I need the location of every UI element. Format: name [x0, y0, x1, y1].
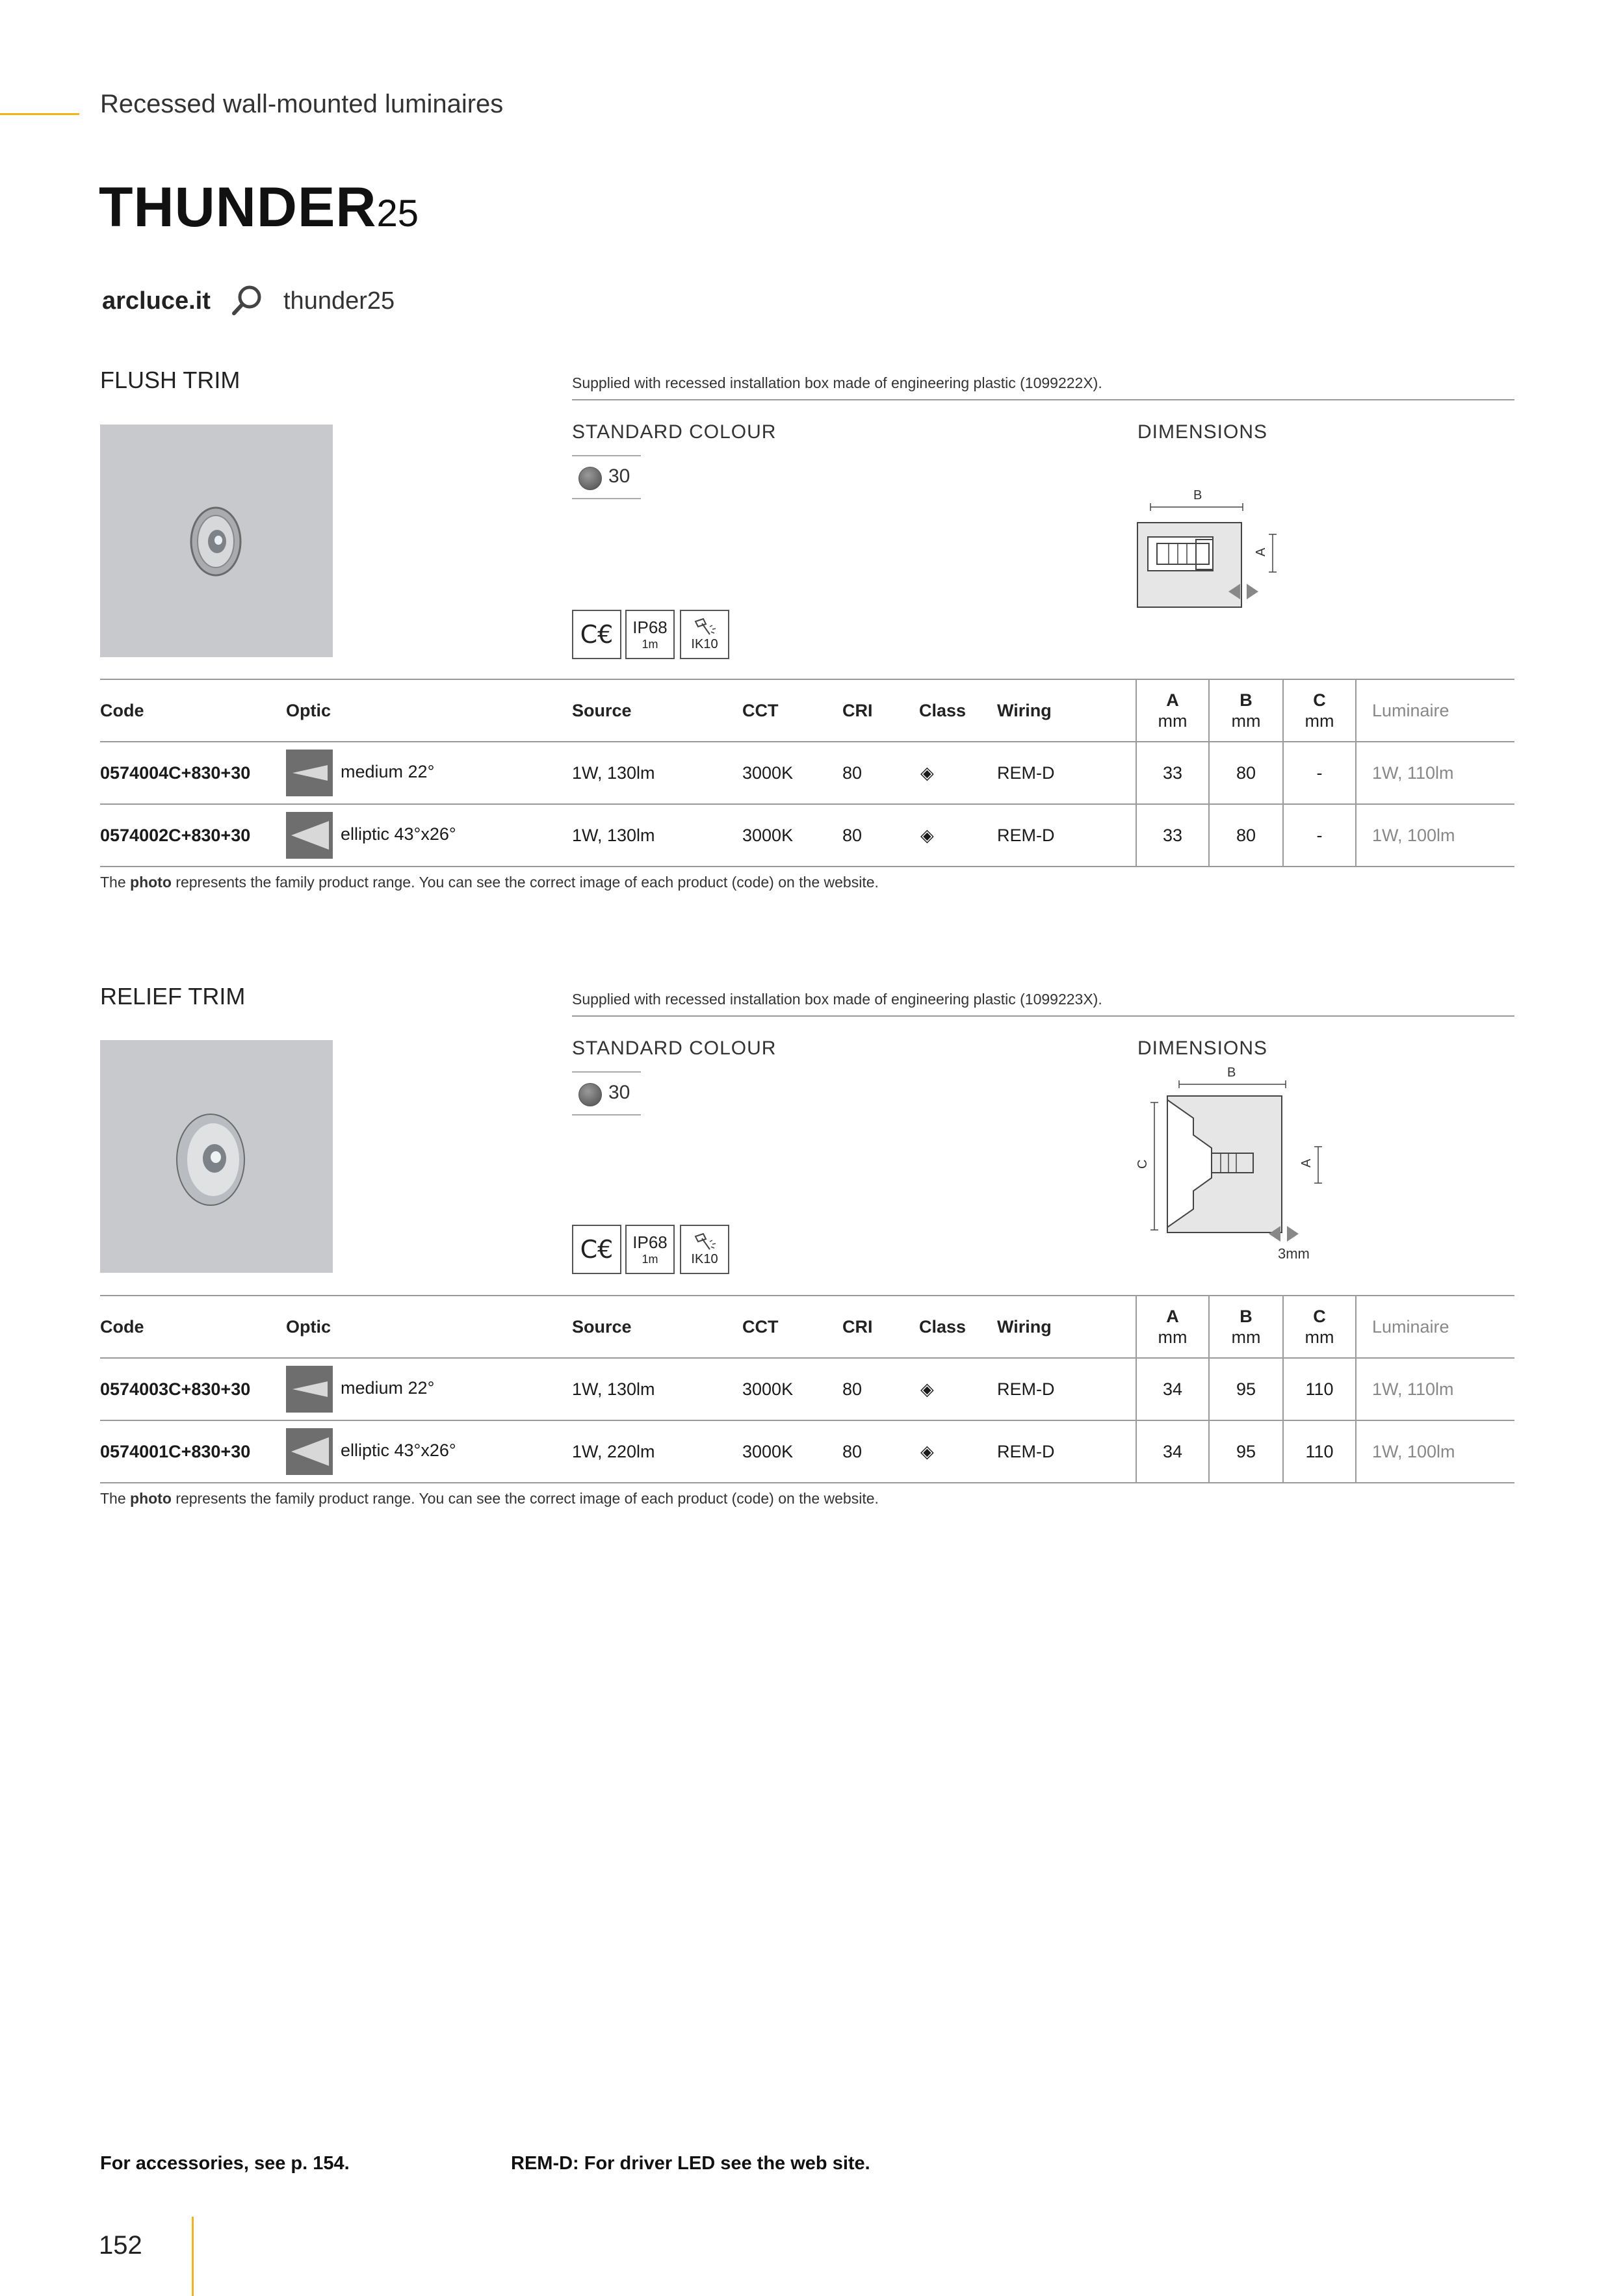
header-a: A mm [1136, 1296, 1209, 1358]
optic-beam-icon [286, 750, 333, 796]
cell-code: 0574004C+830+30 [100, 763, 251, 783]
cell-source: 1W, 220lm [572, 1441, 655, 1461]
ik-rating-badge [680, 1225, 729, 1274]
product-size: 25 [376, 192, 419, 235]
standard-colour-label: STANDARD COLOUR [572, 421, 777, 443]
header-wiring: Wiring [997, 1316, 1052, 1337]
table-header-row [100, 679, 1514, 742]
header-cct: CCT [742, 700, 779, 720]
header-b: B mm [1209, 1296, 1283, 1358]
optic-beam-icon [286, 812, 333, 859]
ce-mark-icon: C€ [572, 1225, 621, 1274]
section-note: Supplied with recessed installation box made of engineering plastic (1099222X). [572, 374, 1102, 391]
header-luminaire: Luminaire [1356, 1296, 1514, 1358]
dimensions-label: DIMENSIONS [1137, 421, 1268, 443]
header-accent-line [0, 113, 79, 115]
dim-label-b: B [1227, 1065, 1236, 1080]
section-title: RELIEF TRIM [100, 983, 246, 1010]
ip-depth: 1m [642, 638, 658, 651]
spec-table [100, 1295, 1514, 1483]
cell-a: 34 [1136, 1420, 1209, 1483]
table-row [100, 1420, 1514, 1483]
header-optic: Optic [286, 700, 331, 720]
cell-c: - [1283, 804, 1356, 867]
class-icon: ◈ [920, 825, 934, 845]
colour-code: 30 [608, 1082, 630, 1103]
luminaire-image [100, 1040, 333, 1273]
optic-beam-icon [286, 1366, 333, 1413]
cell-optic: elliptic 43°x26° [286, 804, 572, 867]
accessories-note: For accessories, see p. 154. [100, 2153, 350, 2174]
category-title: Recessed wall-mounted luminaires [100, 90, 504, 118]
driver-note: REM-D: For driver LED see the web site. [511, 2153, 870, 2174]
product-title [99, 176, 419, 240]
cell-source: 1W, 130lm [572, 825, 655, 845]
cell-cri: 80 [842, 825, 863, 845]
ip-depth: 1m [642, 1253, 658, 1266]
cell-c: 110 [1283, 1358, 1356, 1420]
cell-cct: 3000K [742, 825, 794, 845]
hammer-icon [690, 618, 719, 637]
product-photo [100, 1040, 333, 1273]
header-optic: Optic [286, 1316, 331, 1337]
class-icon: ◈ [920, 1379, 934, 1399]
header-class: Class [919, 1316, 967, 1337]
luminaire-image [100, 424, 333, 657]
cell-b: 95 [1209, 1358, 1283, 1420]
website-link[interactable]: arcluce.it [102, 287, 211, 315]
search-term: thunder25 [283, 287, 395, 315]
optic-beam-icon [286, 1428, 333, 1475]
cell-optic: elliptic 43°x26° [286, 1420, 572, 1483]
hammer-icon [690, 1233, 719, 1252]
cell-wiring: REM-D [997, 1379, 1055, 1399]
section-rule [572, 1015, 1514, 1017]
section-rule [572, 399, 1514, 400]
cell-c: - [1283, 742, 1356, 804]
ce-mark-icon: C€ [572, 610, 621, 659]
product-name: THUNDER [99, 176, 377, 239]
header-c: C mm [1283, 1296, 1356, 1358]
cell-cct: 3000K [742, 1379, 794, 1399]
cell-luminaire: 1W, 100lm [1356, 804, 1514, 867]
header-a: A mm [1136, 679, 1209, 742]
table-row [100, 742, 1514, 804]
header-code: Code [100, 700, 144, 720]
ip-rating: IP68 [632, 618, 668, 637]
page-number: 152 [99, 2231, 142, 2260]
header-code: Code [100, 1316, 144, 1337]
cell-cri: 80 [842, 763, 863, 783]
footer-accent-line [192, 2217, 194, 2296]
photo-note: The photo represents the family product range. You can see the correct image of each product (code) on the website. [100, 1490, 879, 1507]
colour-code: 30 [608, 465, 630, 487]
header-c: C mm [1283, 679, 1356, 742]
cell-optic: medium 22° [286, 1358, 572, 1420]
header-cct: CCT [742, 1316, 779, 1337]
header-luminaire: Luminaire [1356, 679, 1514, 742]
class-icon: ◈ [920, 1441, 934, 1461]
ip-rating: IP68 [632, 1233, 668, 1252]
cell-luminaire: 1W, 100lm [1356, 1420, 1514, 1483]
dim-label-b: B [1193, 488, 1202, 502]
dim-label-gap: 3mm [1278, 1246, 1310, 1262]
dimensions-drawing [1131, 481, 1287, 618]
dim-label-c: C [1136, 1159, 1150, 1169]
cell-b: 80 [1209, 804, 1283, 867]
search-icon [230, 283, 264, 317]
header-wiring: Wiring [997, 700, 1052, 720]
header-class: Class [919, 700, 967, 720]
photo-note: The photo represents the family product range. You can see the correct image of each product (code) on the website. [100, 874, 879, 891]
class-icon: ◈ [920, 763, 934, 783]
table-header-row [100, 1296, 1514, 1358]
standard-colour-label: STANDARD COLOUR [572, 1037, 777, 1059]
cell-code: 0574001C+830+30 [100, 1441, 251, 1461]
cell-a: 33 [1136, 742, 1209, 804]
dim-label-a: A [1254, 547, 1268, 556]
cell-luminaire: 1W, 110lm [1356, 742, 1514, 804]
cell-c: 110 [1283, 1420, 1356, 1483]
section-title: FLUSH TRIM [100, 367, 240, 393]
cell-a: 33 [1136, 804, 1209, 867]
dim-label-a: A [1299, 1158, 1314, 1168]
cell-cri: 80 [842, 1441, 863, 1461]
ik-rating-badge [680, 610, 729, 659]
cell-source: 1W, 130lm [572, 1379, 655, 1399]
cell-wiring: REM-D [997, 763, 1055, 783]
table-row [100, 804, 1514, 867]
cell-source: 1W, 130lm [572, 763, 655, 783]
colour-swatch-row [572, 1071, 641, 1115]
cell-cri: 80 [842, 1379, 863, 1399]
colour-swatch-row [572, 455, 641, 499]
cell-optic: medium 22° [286, 742, 572, 804]
colour-swatch [578, 467, 602, 490]
header-cri: CRI [842, 1316, 873, 1337]
section-note: Supplied with recessed installation box made of engineering plastic (1099223X). [572, 991, 1102, 1008]
dimensions-label: DIMENSIONS [1137, 1037, 1268, 1059]
cell-b: 80 [1209, 742, 1283, 804]
cell-wiring: REM-D [997, 825, 1055, 845]
ip-rating-badge [625, 1225, 675, 1274]
header-b: B mm [1209, 679, 1283, 742]
cell-code: 0574003C+830+30 [100, 1379, 251, 1399]
product-photo [100, 424, 333, 657]
cell-a: 34 [1136, 1358, 1209, 1420]
cell-cct: 3000K [742, 1441, 794, 1461]
header-source: Source [572, 700, 632, 720]
cell-luminaire: 1W, 110lm [1356, 1358, 1514, 1420]
header-source: Source [572, 1316, 632, 1337]
cell-cct: 3000K [742, 763, 794, 783]
spec-table [100, 679, 1514, 867]
ip-rating-badge [625, 610, 675, 659]
ik-rating: IK10 [691, 636, 718, 651]
table-row [100, 1358, 1514, 1420]
dimensions-drawing [1131, 1063, 1345, 1265]
cell-b: 95 [1209, 1420, 1283, 1483]
cell-wiring: REM-D [997, 1441, 1055, 1461]
colour-swatch [578, 1083, 602, 1106]
header-cri: CRI [842, 700, 873, 720]
cell-code: 0574002C+830+30 [100, 825, 251, 845]
ik-rating: IK10 [691, 1251, 718, 1266]
